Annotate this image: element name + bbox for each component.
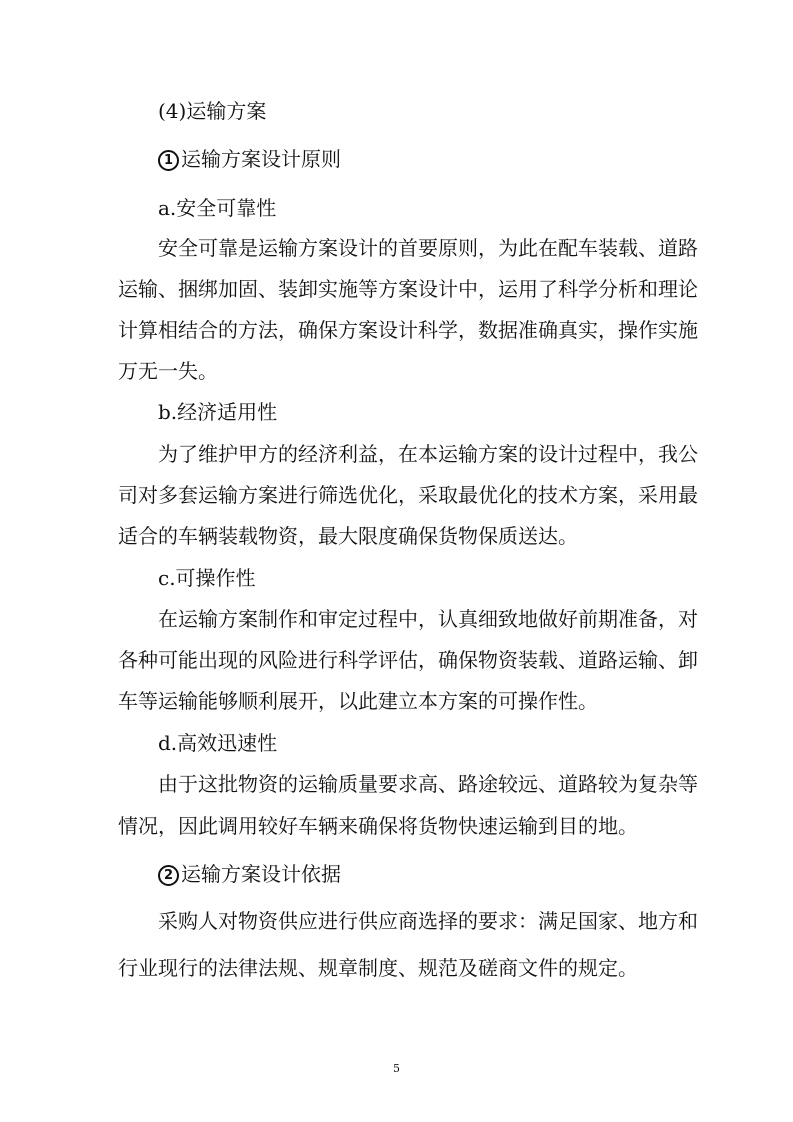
subsection-1-heading-wrap: [158, 145, 341, 173]
item-c-line-3: 车等运输能够顺利展开，以此建立本方案的可操作性。: [118, 689, 598, 713]
item-d-line-2: 情况，因此调用较好车辆来确保将货物快速运输到目的地。: [118, 814, 638, 838]
item-b-line-1: 为了维护甲方的经济利益，在本运输方案的设计过程中，我公: [158, 442, 698, 466]
item-a-line-4: 万无一失。: [118, 359, 218, 383]
subsection-2-heading-wrap: [158, 860, 341, 888]
item-b-line-3: 适合的车辆装载物资，最大限度确保货物保质送达。: [118, 524, 578, 548]
item-c-line-1: 在运输方案制作和审定过程中，认真细致地做好前期准备，对: [158, 607, 698, 631]
item-b-line-2: 司对多套运输方案进行筛选优化，采取最优化的技术方案，采用最: [118, 483, 698, 507]
section2-line-1: 采购人对物资供应进行供应商选择的要求：满足国家、地方和: [158, 909, 698, 933]
item-a-line-3: 计算相结合的方法，确保方案设计科学，数据准确真实，操作实施: [118, 318, 698, 342]
subsection-2-title: 运输方案设计依据: [181, 862, 341, 886]
subsection-1-title: 运输方案设计原则: [181, 147, 341, 171]
item-b-label-text: b.经济适用性: [158, 400, 278, 424]
item-a-label-text: a.安全可靠性: [158, 196, 277, 220]
circled-number-1: 1: [158, 150, 179, 171]
item-c-line-2: 各种可能出现的风险进行科学评估，确保物资装载、道路运输、卸: [118, 648, 698, 672]
section2-line-2: 行业现行的法律法规、规章制度、规范及磋商文件的规定。: [118, 956, 638, 980]
item-c-label-text: c.可操作性: [158, 566, 256, 590]
circled-number-2: 2: [158, 865, 179, 886]
item-a-line-2: 运输、捆绑加固、装卸实施等方案设计中，运用了科学分析和理论: [118, 277, 698, 301]
item-d-line-1: 由于这批物资的运输质量要求高、路途较远、道路较为复杂等: [158, 772, 698, 796]
page-number: 5: [393, 1062, 400, 1075]
item-d-label-text: d.高效迅速性: [158, 731, 278, 755]
section-heading-text: (4)运输方案: [158, 99, 267, 123]
item-a-line-1: 安全可靠是运输方案设计的首要原则，为此在配车装载、道路: [158, 236, 698, 260]
